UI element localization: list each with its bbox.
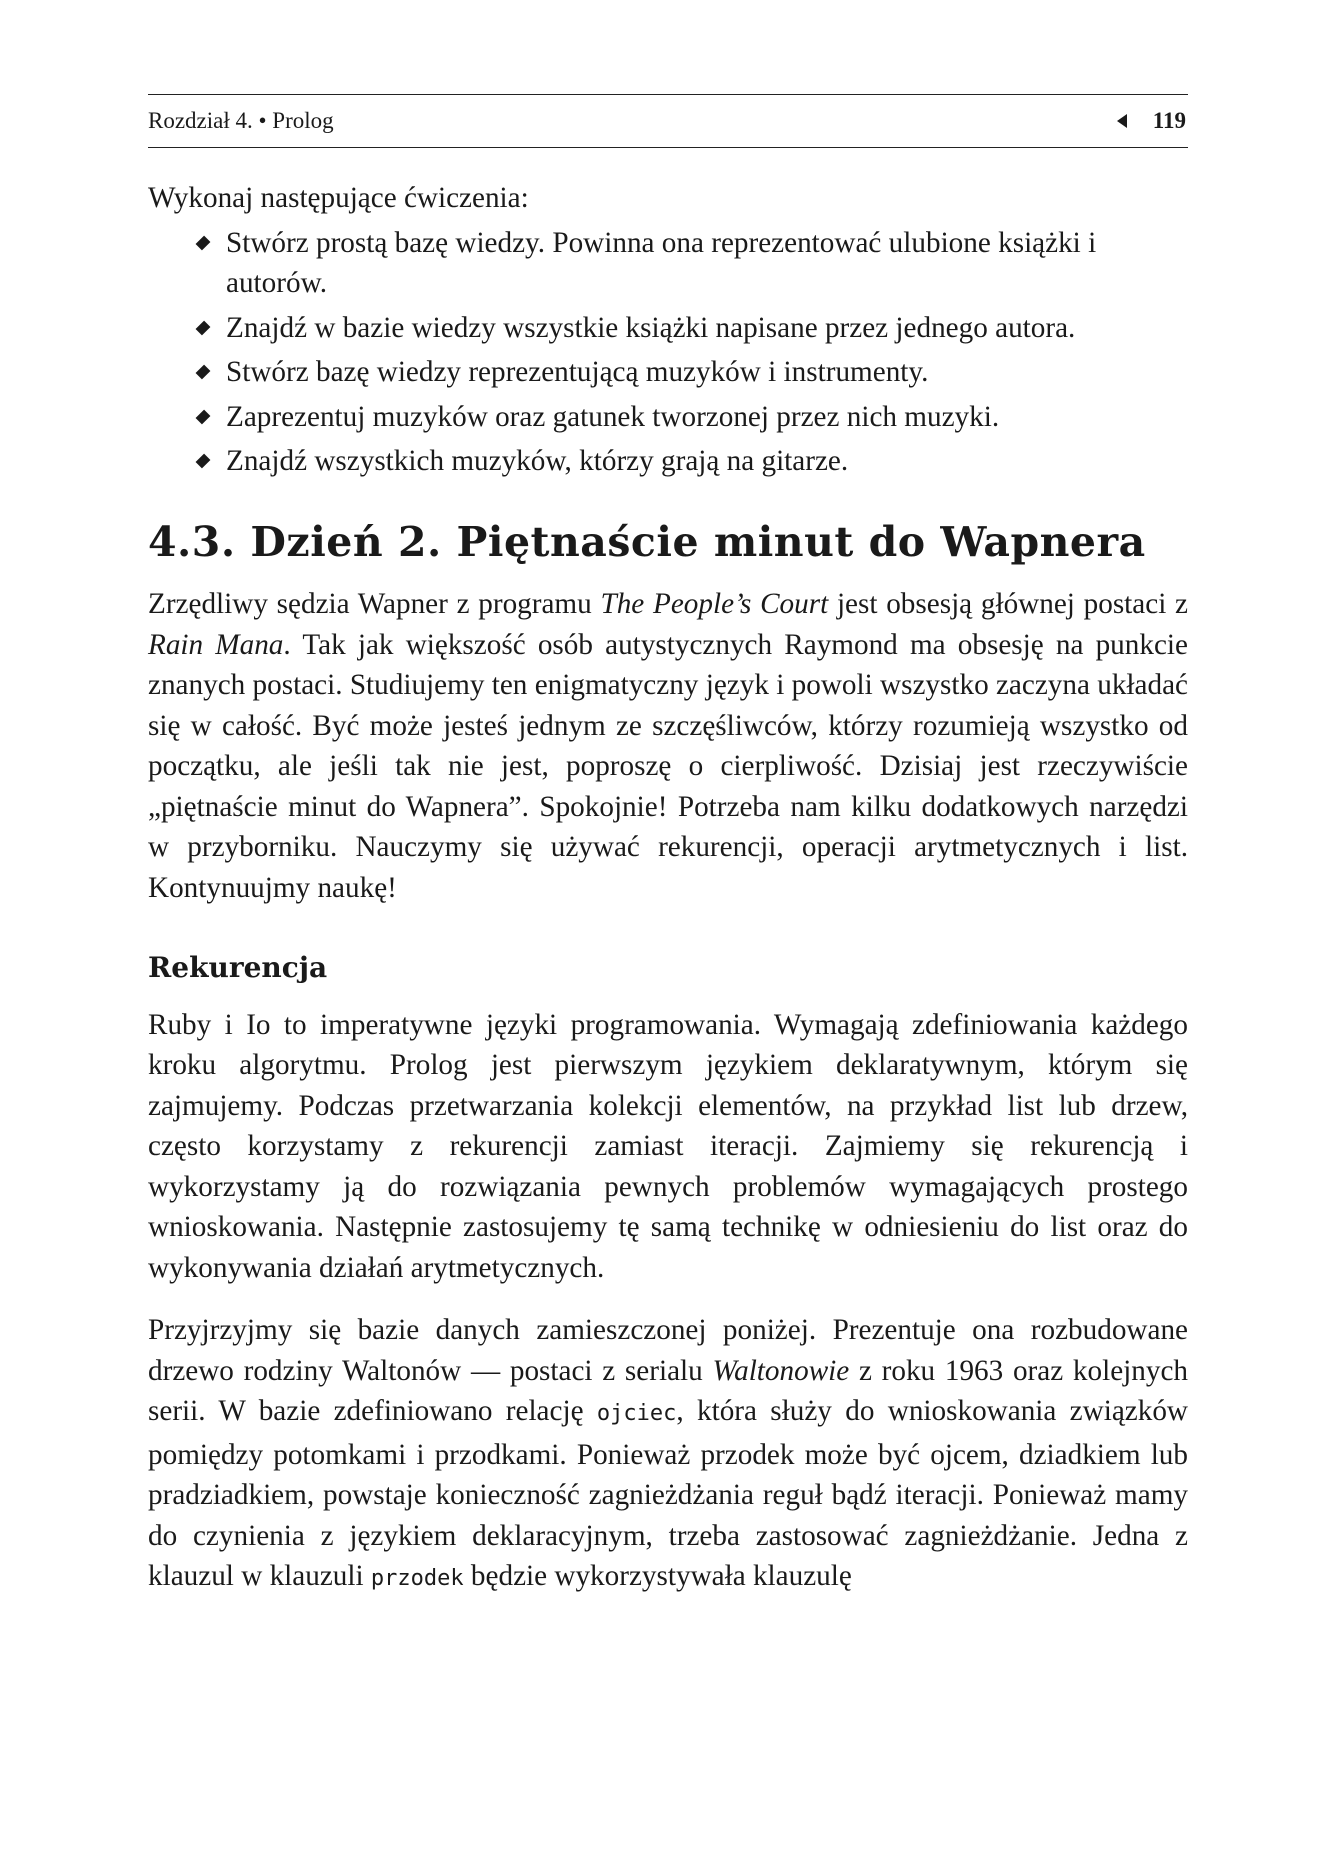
list-item: Stwórz bazę wiedzy reprezentującą muzyków i instrumenty.: [196, 352, 1188, 393]
list-item: Stwórz prostą bazę wiedzy. Powinna ona reprezentować ulubione książki i autorów.: [196, 223, 1188, 304]
page: [148, 94, 1188, 1622]
running-head: [148, 94, 1188, 148]
list-item: Znajdź wszystkich muzyków, którzy grają na gitarze.: [196, 441, 1188, 482]
diamond-bullet-icon: [196, 365, 211, 380]
code-przodek: przodek: [370, 1566, 464, 1591]
diamond-bullet-icon: [196, 235, 211, 250]
intro-text: Wykonaj następujące ćwiczenia:: [148, 182, 529, 214]
list-item: Znajdź w bazie wiedzy wszystkie książki napisane przez jednego autora.: [196, 308, 1188, 349]
diamond-bullet-icon: [196, 454, 211, 469]
exercise-list: [148, 223, 1188, 482]
section-heading: 4.3. Dzień 2. Piętnaście minut do Wapnera: [148, 517, 1146, 566]
diamond-bullet-icon: [196, 409, 211, 424]
arrow-left-icon: [1117, 114, 1127, 128]
diamond-bullet-icon: [196, 320, 211, 335]
page-number: 119: [1152, 108, 1186, 133]
page-number-group: [1117, 108, 1188, 134]
rekurencja-paragraph: Ruby i Io to imperatywne języki programowania. Wymagają zdefiniowania każdego kroku algorytmu. Prolog jest pierwszym językiem deklaratywnym, którym się zajmujemy. Podczas przetwarzania kolekcji elementów, na przykład list lub drzew, często korzystamy z rekurencji zamiast iteracji. Zajmiemy się rekurencją i wykorzystamy ją do rozwiązania pewnych problemów wymagających prostego wnioskowania. Następnie zastosujemy tę samą technikę w odniesieniu do list oraz do wykonywania działań arytmetycznych.: [148, 1008, 1188, 1284]
family-tree-paragraph: Przyjrzyjmy się bazie danych zamieszczonej poniżej. Prezentuje ona rozbudowane drzewo rodziny Waltonów — postaci z serialu Waltonowie z roku 1963 oraz kolejnych serii. W bazie zdefiniowano relację ojciec, która służy do wnioskowania związków pomiędzy potomkami i przodkami. Ponieważ przodek może być ojcem, dziadkiem lub pradziadkiem, powstaje konieczność zagnieżdżania reguł bądź iteracji. Ponieważ mamy do czynienia z językiem deklaracyjnym, trzeba zastosować zagnieżdżanie. Jedna z klauzul w klauzuli przodek będzie wykorzystywała klauzulę: [148, 1314, 1189, 1592]
subsection-heading: Rekurencja: [148, 951, 328, 984]
chapter-title: Rozdział 4. • Prolog: [148, 108, 334, 133]
code-ojciec: ojciec: [596, 1401, 677, 1426]
section-paragraph: Zrzędliwy sędzia Wapner z programu The People’s Court jest obsesją głównej postaci z Rain Mana. Tak jak większość osób autystycznych Raymond ma obsesję na punkcie znanych postaci. Studiujemy ten enigmatyczny język i powoli wszystko zaczyna układać się w całość. Być może jesteś jednym ze szczęśliwców, którzy rozumieją wszystko od początku, ale jeśli tak nie jest, poproszę o cierpliwość. Dzisiaj jest rzeczywiście „piętnaście minut do Wapnera”. Spokojnie! Potrzeba nam kilku dodatkowych narzędzi w przyborniku. Nauczymy się używać rekurencji, operacji arytmetycznych i list. Kontynuujmy naukę!: [148, 588, 1188, 904]
list-item: Zaprezentuj muzyków oraz gatunek tworzonej przez nich muzyki.: [196, 397, 1188, 438]
